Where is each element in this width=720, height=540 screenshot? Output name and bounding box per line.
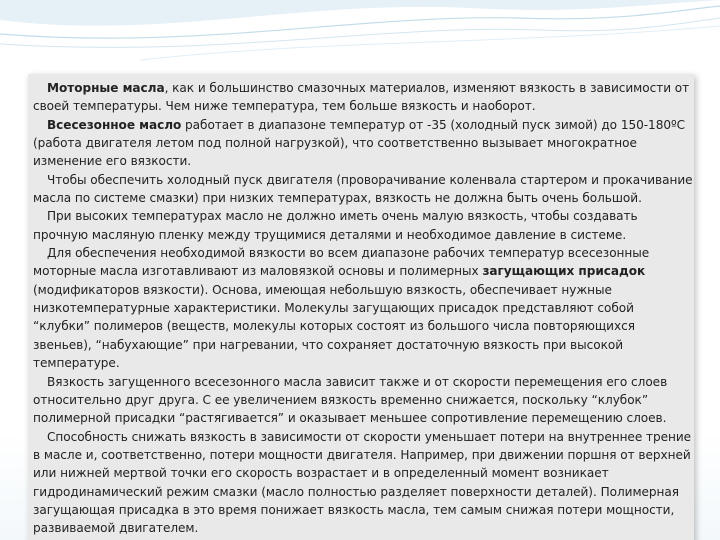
paragraph-1: Моторные масла, как и большинство смазочных материалов, изменяют вязкость в зависимости от своей температуры. Чем ниже температура, тем больше вязкость и наоборот. [33, 81, 690, 114]
paragraph-3: Чтобы обеспечить холодный пуск двигателя (проворачивание коленвала стартером и прокачивание масла по системе смазки) при низких температурах, вязкость не должна быть очень большой. [33, 172, 693, 206]
paragraph-5: Для обеспечения необходимой вязкости во всем диапазоне рабочих температур всесезонные моторные масла изготавливают из маловязкой основы и полимерных загущающих присадок (модификаторов вязкости). Основа, имеющая небольшую вязкость, обеспечивает нужные низкотемпературные характеристики. Молекулы загущающих присадок представляют собой “клубки” полимеров (веществ, молекулы которых состоят из большого числа повторяющихся звеньев), “набухающие” при нагревании, что сохраняет достаточную вязкость при высокой температуре. [33, 246, 650, 371]
paragraph-6: Вязкость загущенного всесезонного масла зависит также и от скорости перемещения его слоев относительно друг друга. С ее увеличением вязкость временно снижается, поскольку “клубок” полимерной присадки “растягивается” и оказывает меньшее сопротивление перемещению слоев. [33, 374, 668, 426]
paragraph-4: При высоких температурах масло не должно иметь очень малую вязкость, чтобы создавать прочную масляную пленку между трущимися деталями и необходимое давление в системе. [33, 209, 638, 242]
term-motor-oils: Моторные масла [47, 81, 165, 95]
term-all-season-oil: Всесезонное масло [47, 117, 182, 132]
paragraph-2: Всесезонное масло работает в диапазоне температур от -35 (холодный пуск зимой) до 150-180ºС (работа двигателя летом под полной нагрузкой), что соответственно вызывает многократное изменение его вязкости. [33, 117, 686, 169]
term-thickening-additives: загущающих присадок [482, 264, 646, 279]
body-text [33, 79, 693, 538]
paragraph-7: Способность снижать вязкость в зависимости от скорости уменьшает потери на внутреннее трение в масле и, соответственно, потери мощности двигателя. Например, при движении поршня от верхней или нижней мертвой точки его скорость возрастает и в определенный момент возникает гидродинамический режим смазки (масло полностью разделяет поверхности деталей). Полимерная загущающая присадка в это время понижает вязкость масла, тем самым снижая потери мощности, развиваемой двигателем. [33, 429, 692, 536]
